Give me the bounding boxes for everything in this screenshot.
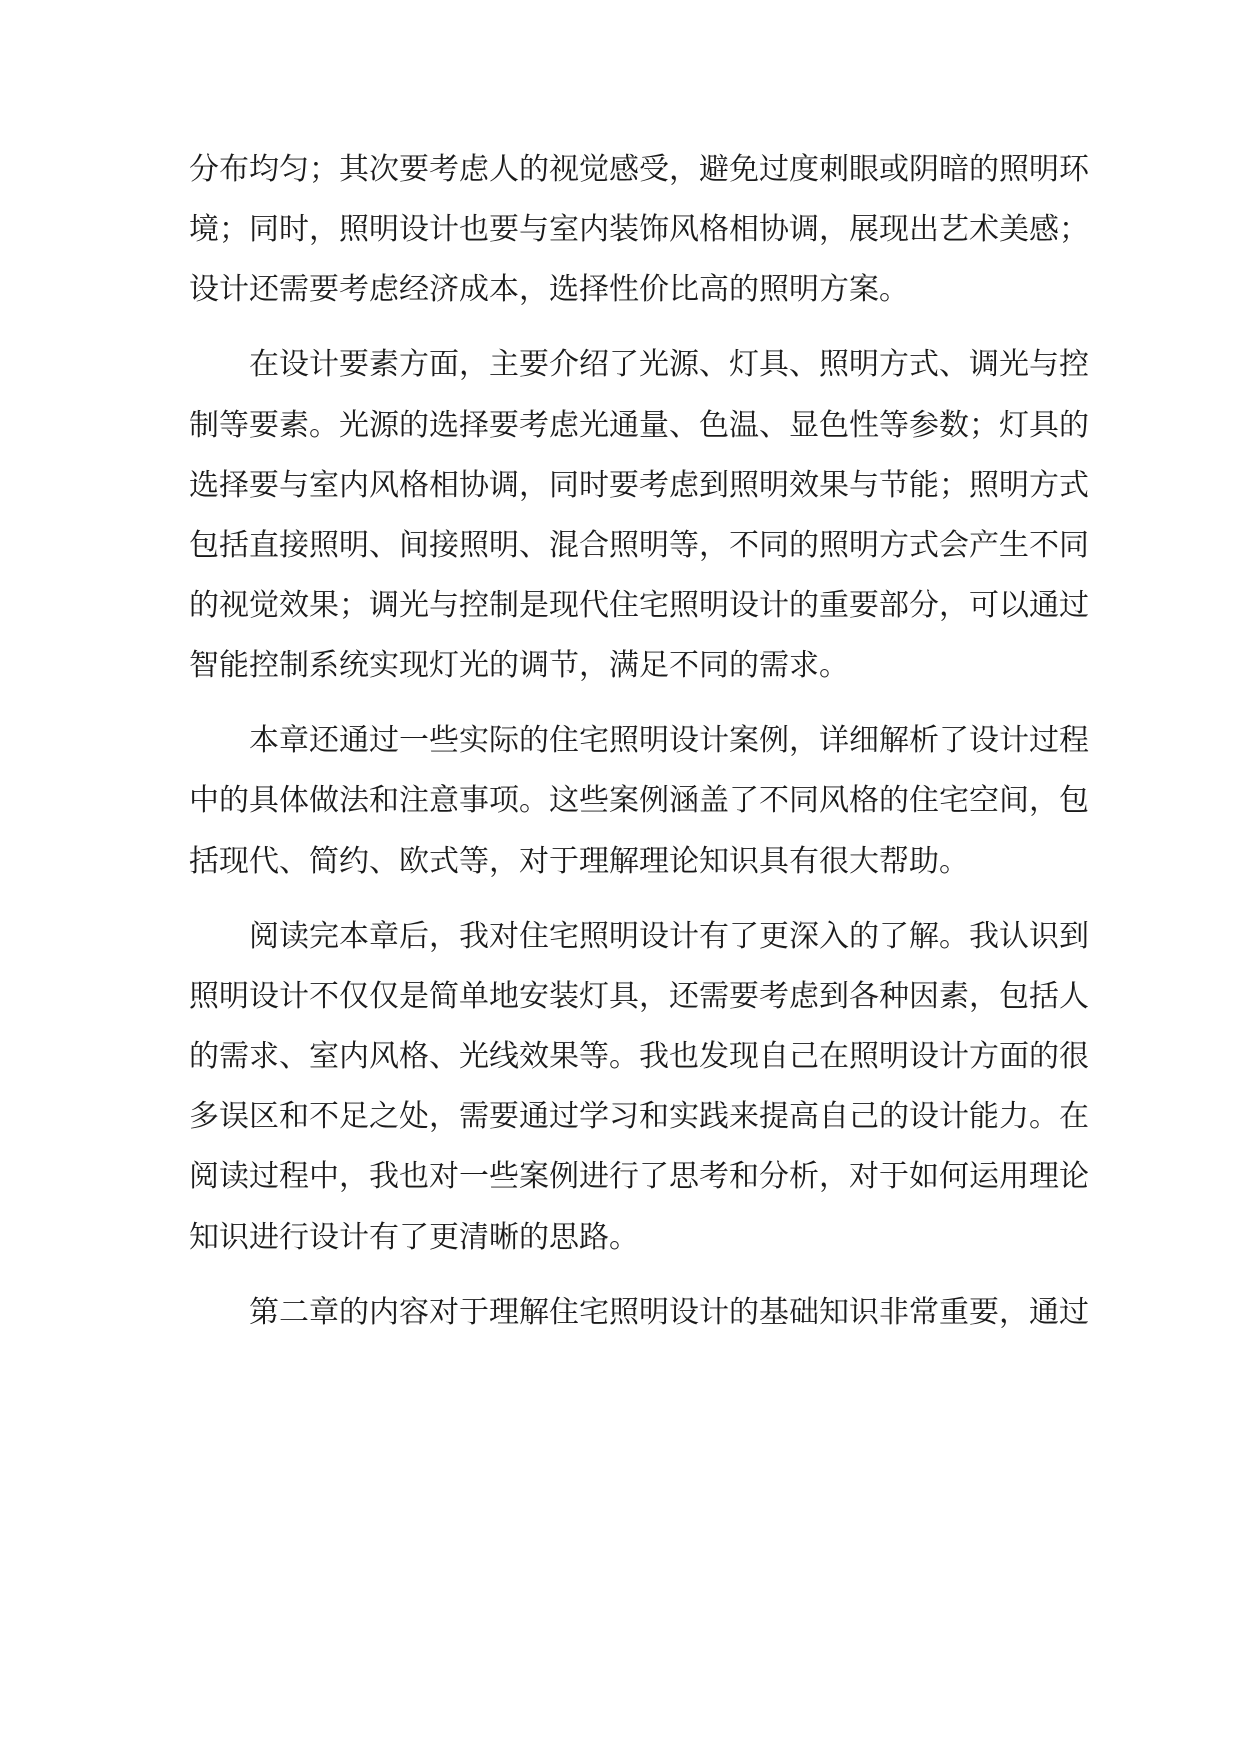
paragraph [189, 140, 1089, 321]
paragraph [189, 711, 1089, 892]
text-line: 多误区和不足之处，需要通过学习和实践来提高自己的设计能力。在 [189, 1099, 1089, 1135]
text-line: 在设计要素方面，主要介绍了光源、灯具、照明方式、调光与控 [249, 347, 1089, 383]
text-line: 境；同时，照明设计也要与室内装饰风格相协调，展现出艺术美感； [189, 212, 1089, 248]
body-text [189, 140, 1089, 1343]
text-line: 的需求、室内风格、光线效果等。我也发现自己在照明设计方面的很 [189, 1039, 1089, 1075]
text-line: 第二章的内容对于理解住宅照明设计的基础知识非常重要，通过 [249, 1294, 1089, 1330]
text-line: 设计还需要考虑经济成本，选择性价比高的照明方案。 [189, 272, 909, 308]
text-line: 括现代、简约、欧式等，对于理解理论知识具有很大帮助。 [189, 843, 969, 879]
text-line: 的视觉效果；调光与控制是现代住宅照明设计的重要部分，可以通过 [189, 588, 1089, 624]
text-line: 包括直接照明、间接照明、混合照明等，不同的照明方式会产生不同 [189, 527, 1089, 563]
paragraph-spacing [189, 892, 1049, 907]
text-line: 本章还通过一些实际的住宅照明设计案例，详细解析了设计过程 [249, 723, 1089, 759]
text-line: 制等要素。光源的选择要考虑光通量、色温、显色性等参数；灯具的 [189, 407, 1089, 443]
text-line: 阅读完本章后，我对住宅照明设计有了更深入的了解。我认识到 [249, 918, 1089, 954]
paragraph-spacing [189, 696, 1049, 711]
text-line: 分布均匀；其次要考虑人的视觉感受，避免过度刺眼或阴暗的照明环 [189, 152, 1089, 187]
paragraph [189, 1283, 1089, 1343]
text-line: 知识进行设计有了更清晰的思路。 [189, 1219, 639, 1255]
paragraph [189, 335, 1089, 696]
text-line: 选择要与室内风格相协调，同时要考虑到照明效果与节能；照明方式 [189, 467, 1089, 503]
paragraph-spacing [189, 321, 1049, 336]
text-line: 照明设计不仅仅是简单地安装灯具，还需要考虑到各种因素，包括人 [189, 978, 1089, 1014]
paragraph [189, 907, 1089, 1268]
paragraph-spacing [189, 1268, 1049, 1283]
text-line: 智能控制系统实现灯光的调节，满足不同的需求。 [189, 648, 849, 684]
text-line: 中的具体做法和注意事项。这些案例涵盖了不同风格的住宅空间，包 [189, 783, 1089, 819]
text-line: 阅读过程中，我也对一些案例进行了思考和分析，对于如何运用理论 [189, 1159, 1089, 1195]
